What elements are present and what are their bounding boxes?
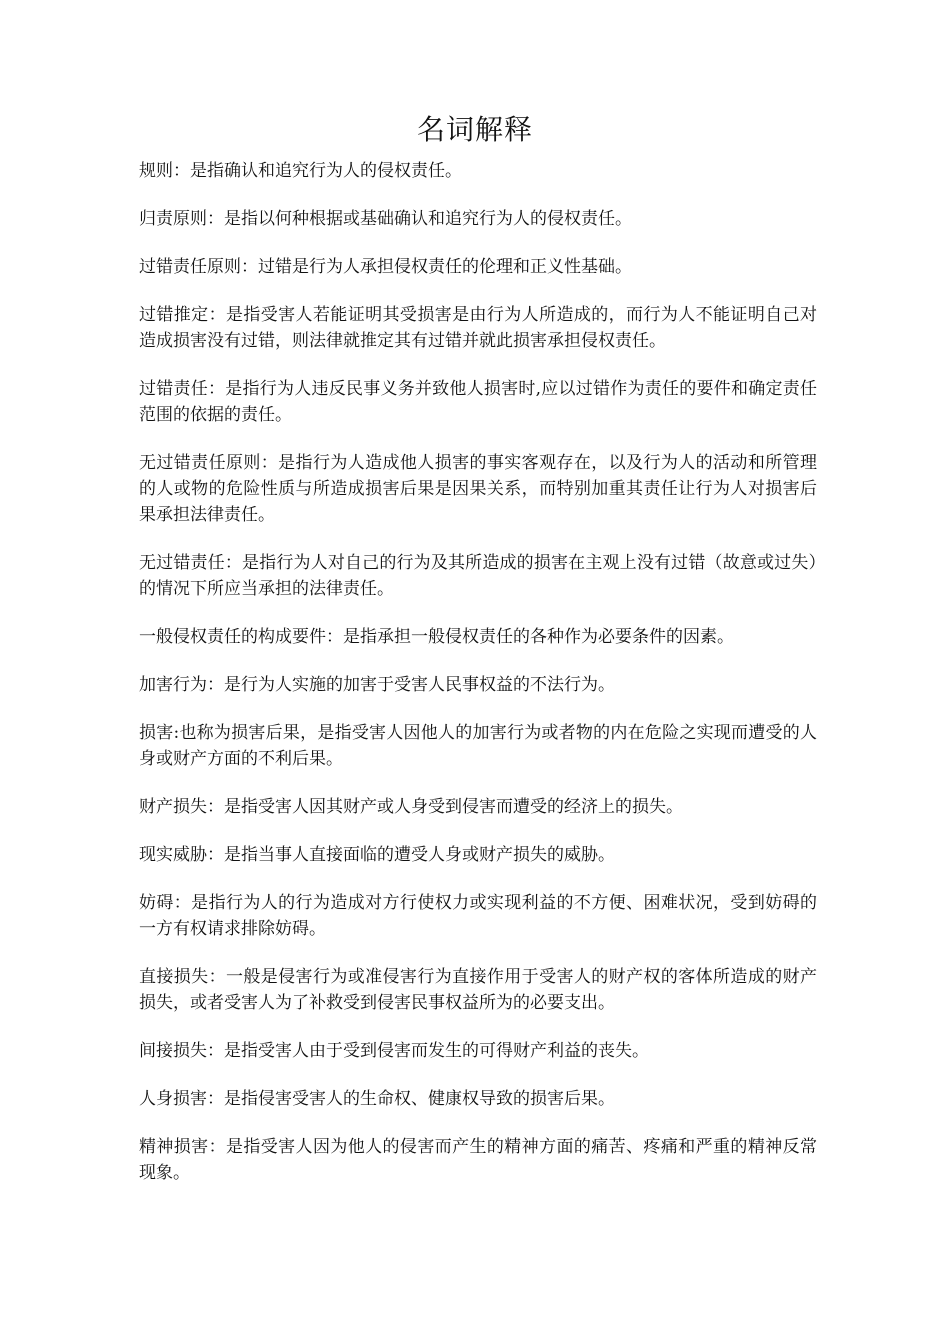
term-entry: 过错推定：是指受害人若能证明其受损害是由行为人所造成的，而行为人不能证明自己对造成损害没有过错，则法律就推定其有过错并就此损害承担侵权责任。 bbox=[139, 305, 817, 351]
term-entry: 无过错责任原则：是指行为人造成他人损害的事实客观存在，以及行为人的活动和所管理的人或物的危险性质与所造成损害后果是因果关系，而特别加重其责任让行为人对损害后果承担法律责任。 bbox=[139, 453, 817, 525]
term-entry: 妨碍：是指行为人的行为造成对方行使权力或实现利益的不方便、困难状况，受到妨碍的一方有权请求排除妨碍。 bbox=[139, 893, 817, 939]
term-entry: 加害行为：是行为人实施的加害于受害人民事权益的不法行为。 bbox=[139, 675, 615, 695]
term-entry: 归责原则：是指以何种根据或基础确认和追究行为人的侵权责任。 bbox=[139, 209, 632, 229]
term-entry: 人身损害：是指侵害受害人的生命权、健康权导致的损害后果。 bbox=[139, 1089, 615, 1109]
term-entry: 损害:也称为损害后果，是指受害人因他人的加害行为或者物的内在危险之实现而遭受的人身或财产方面的不利后果。 bbox=[139, 723, 817, 769]
page-title: 名词解释 bbox=[416, 113, 533, 146]
term-entry: 现实威胁：是指当事人直接面临的遭受人身或财产损失的威胁。 bbox=[139, 845, 615, 865]
term-entry: 规则：是指确认和追究行为人的侵权责任。 bbox=[139, 161, 462, 181]
term-entry: 过错责任：是指行为人违反民事义务并致他人损害时,应以过错作为责任的要件和确定责任范围的依据的责任。 bbox=[139, 379, 817, 425]
term-list bbox=[139, 158, 817, 1208]
term-entry: 无过错责任：是指行为人对自己的行为及其所造成的损害在主观上没有过错（故意或过失）的情况下所应当承担的法律责任。 bbox=[139, 553, 817, 599]
term-entry: 直接损失：一般是侵害行为或准侵害行为直接作用于受害人的财产权的客体所造成的财产损失，或者受害人为了补救受到侵害民事权益所为的必要支出。 bbox=[139, 967, 817, 1013]
term-entry: 间接损失：是指受害人由于受到侵害而发生的可得财产利益的丧失。 bbox=[139, 1041, 649, 1061]
term-entry: 精神损害：是指受害人因为他人的侵害而产生的精神方面的痛苦、疼痛和严重的精神反常现象。 bbox=[139, 1137, 817, 1183]
term-entry: 过错责任原则：过错是行为人承担侵权责任的伦理和正义性基础。 bbox=[139, 257, 632, 277]
term-entry: 财产损失：是指受害人因其财产或人身受到侵害而遭受的经济上的损失。 bbox=[139, 797, 683, 817]
term-entry: 一般侵权责任的构成要件：是指承担一般侵权责任的各种作为必要条件的因素。 bbox=[139, 627, 734, 647]
